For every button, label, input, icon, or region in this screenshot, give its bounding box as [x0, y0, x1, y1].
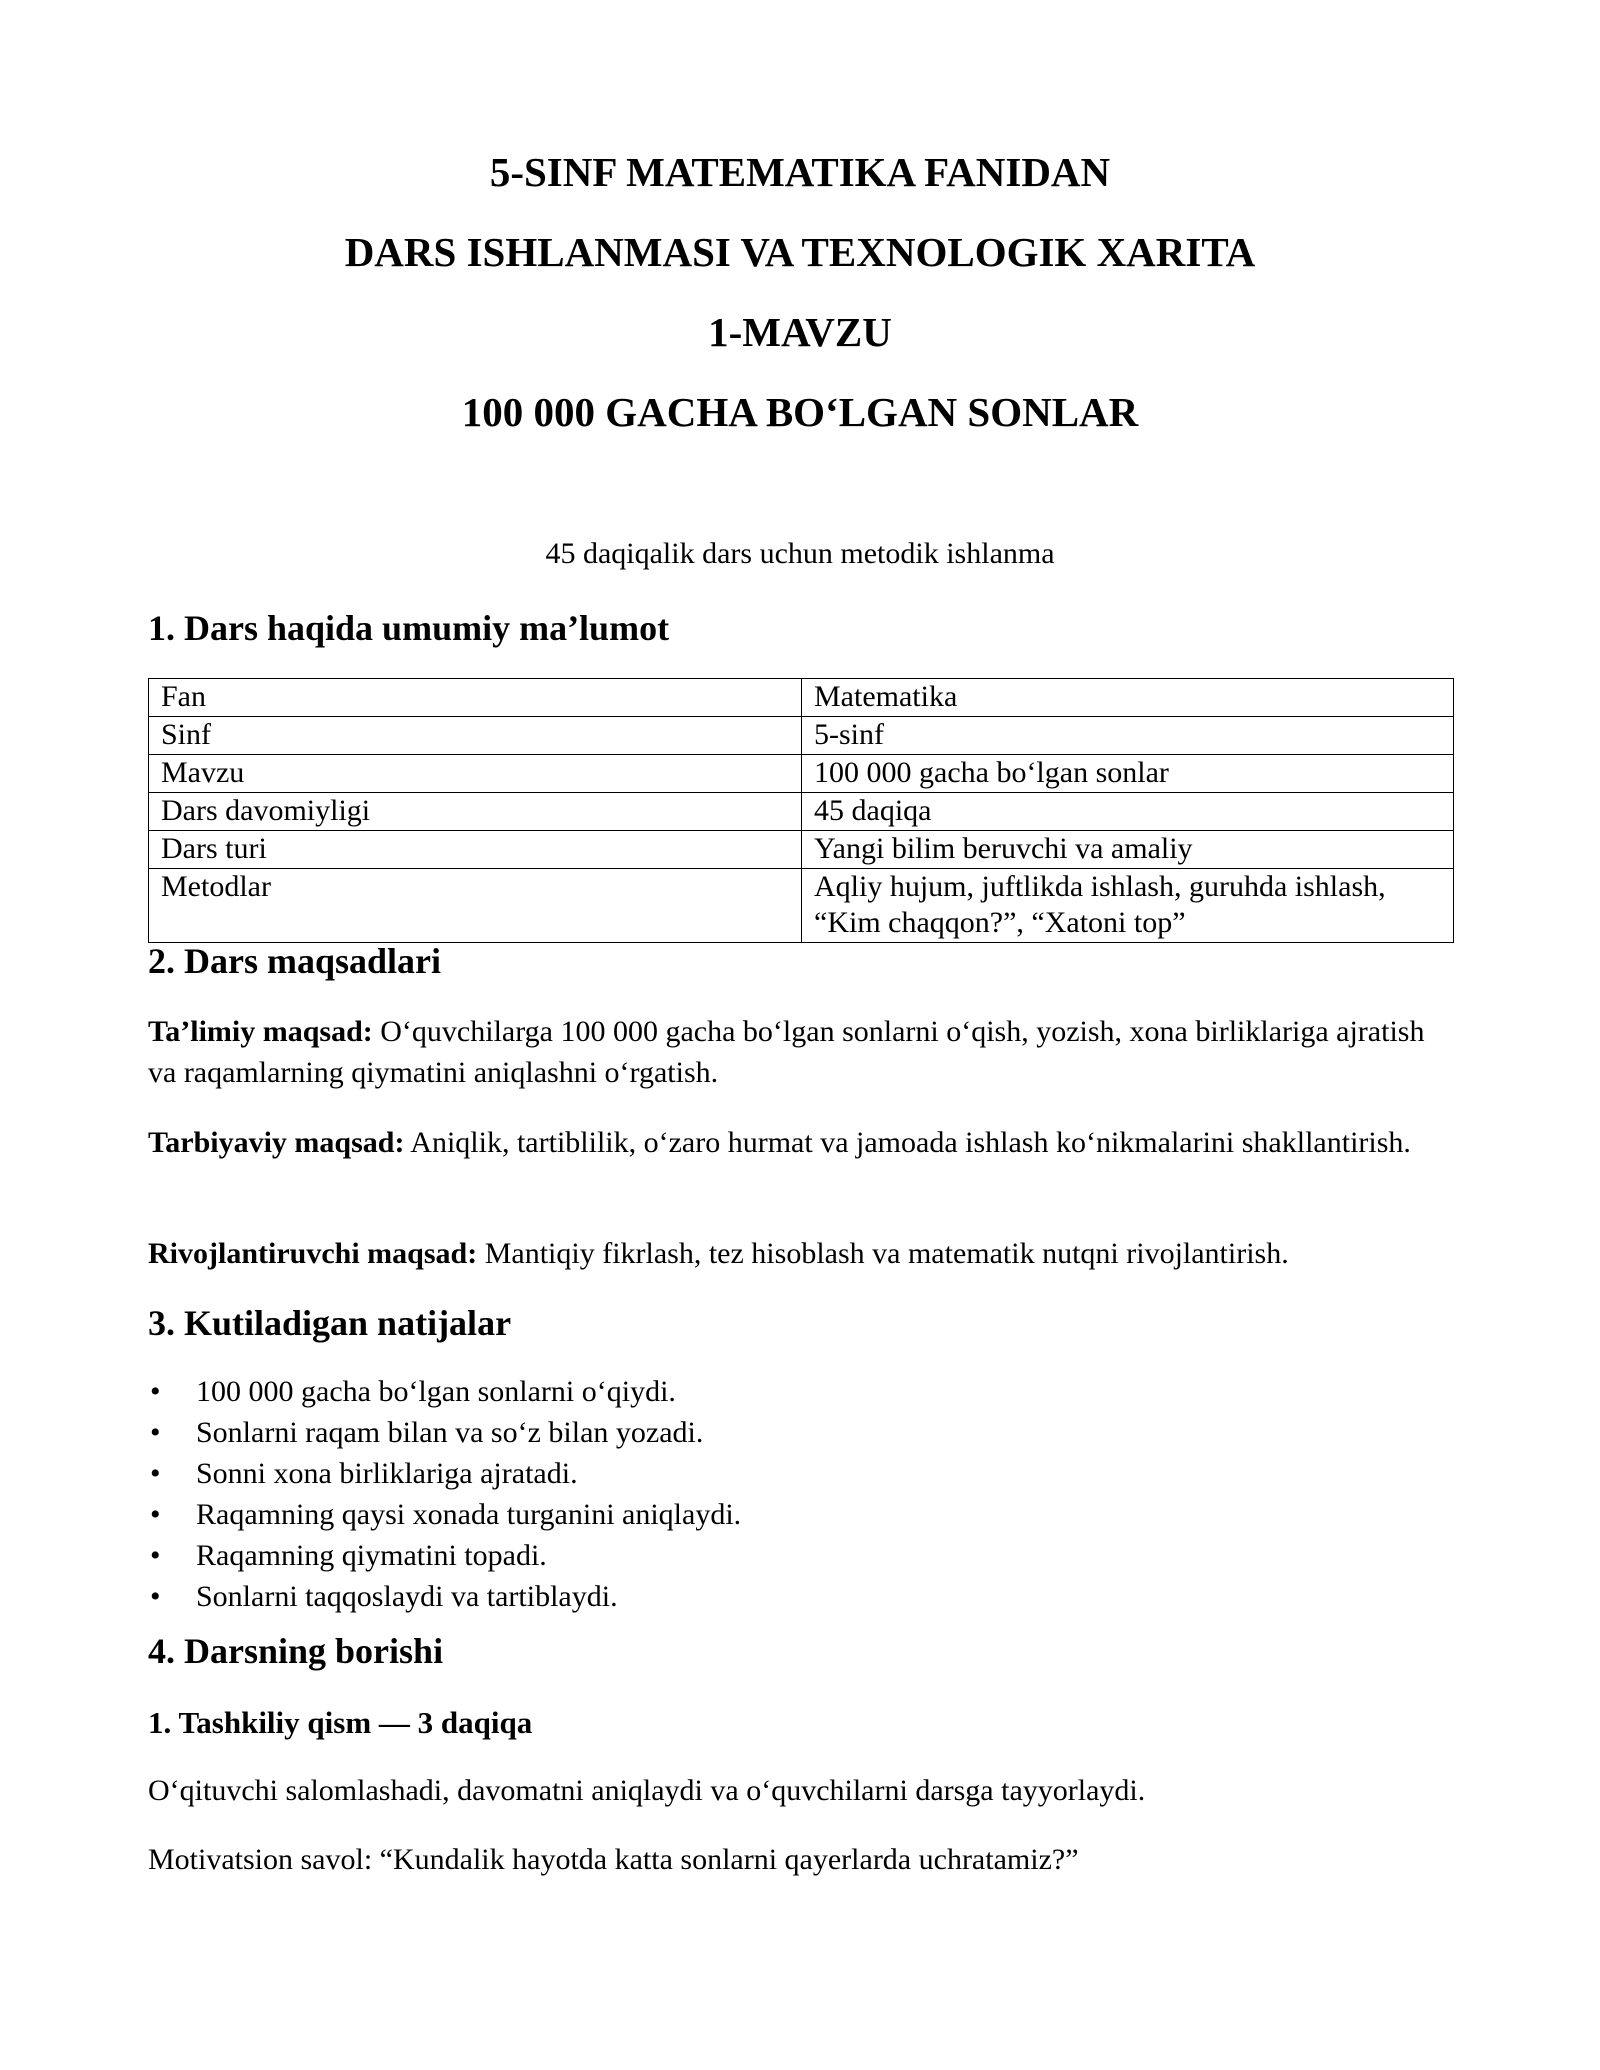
bullet-icon: • [150, 1457, 161, 1490]
bullet-icon: • [150, 1539, 161, 1572]
table-row [149, 869, 1454, 943]
list-item [148, 1453, 741, 1494]
goal-text: Aniqlik, tartiblilik, o‘zaro hurmat va jamoada ishlash ko‘nikmalarini shakllantirish. [404, 1126, 1411, 1159]
table-cell-key: Fan [149, 679, 802, 717]
step-1-text: O‘qituvchi salomlashadi, davomatni aniqlaydi va o‘quvchilarni darsga tayyorlaydi. [148, 1774, 1146, 1807]
table-row [149, 717, 1454, 755]
bullet-icon: • [150, 1416, 161, 1449]
table-cell-value: Yangi bilim beruvchi va amaliy [802, 831, 1454, 869]
table-cell-value: 100 000 gacha bo‘lgan sonlar [802, 755, 1454, 793]
table-row [149, 831, 1454, 869]
bullet-icon: • [150, 1375, 161, 1408]
developmental-goal [148, 1233, 1452, 1274]
section-1-heading: 1. Dars haqida umumiy ma’lumot [148, 608, 670, 648]
table-row [149, 679, 1454, 717]
educational-goal [148, 1011, 1452, 1093]
expected-results-list [148, 1371, 741, 1617]
lesson-info-table [148, 678, 1454, 943]
table-row [149, 793, 1454, 831]
list-item [148, 1371, 741, 1412]
table-cell-key: Metodlar [149, 869, 802, 943]
goal-label: Tarbiyaviy maqsad: [148, 1126, 405, 1159]
goal-label: Rivojlantiruvchi maqsad: [148, 1237, 478, 1270]
document-title-line-2: DARS ISHLANMASI VA TEXNOLOGIK XARITA [344, 229, 1256, 275]
table-cell-value: 45 daqiqa [802, 793, 1454, 831]
table-cell-key: Sinf [149, 717, 802, 755]
table-row [149, 755, 1454, 793]
table-cell-value [802, 869, 1454, 943]
table-cell-key: Mavzu [149, 755, 802, 793]
table-cell-value-line: Aqliy hujum, juftlikda ishlash, guruhda ishlash, [814, 870, 1386, 903]
document-subtitle: 45 daqiqalik dars uchun metodik ishlanma [545, 537, 1055, 570]
list-item-text: 100 000 gacha bo‘lgan sonlarni o‘qiydi. [196, 1375, 676, 1408]
list-item-text: Sonni xona birliklariga ajratadi. [196, 1457, 578, 1490]
list-item-text: Raqamning qaysi xonada turganini aniqlaydi. [196, 1498, 742, 1531]
list-item [148, 1576, 741, 1617]
upbringing-goal [148, 1122, 1452, 1163]
step-1-heading: 1. Tashkiliy qism — 3 daqiqa [148, 1705, 533, 1740]
table-cell-key: Dars davomiyligi [149, 793, 802, 831]
list-item [148, 1412, 741, 1453]
list-item-text: Sonlarni taqqoslaydi va tartiblaydi. [196, 1580, 618, 1613]
topic-title: 100 000 GACHA BO‘LGAN SONLAR [461, 389, 1139, 435]
bullet-icon: • [150, 1498, 161, 1531]
goal-label: Ta’limiy maqsad: [148, 1015, 373, 1048]
table-cell-value: 5-sinf [802, 717, 1454, 755]
topic-number: 1-MAVZU [708, 309, 892, 355]
list-item [148, 1535, 741, 1576]
goal-text: Mantiqiy fikrlash, tez hisoblash va matematik nutqni rivojlantirish. [477, 1237, 1289, 1270]
document-title-line-1: 5-SINF MATEMATIKA FANIDAN [489, 149, 1111, 195]
bullet-icon: • [150, 1580, 161, 1613]
section-3-heading: 3. Kutiladigan natijalar [148, 1303, 512, 1343]
list-item-text: Sonlarni raqam bilan va so‘z bilan yozadi. [196, 1416, 704, 1449]
list-item [148, 1494, 741, 1535]
section-4-heading: 4. Darsning borishi [148, 1631, 444, 1671]
table-cell-key: Dars turi [149, 831, 802, 869]
motivation-question: Motivatsion savol: “Kundalik hayotda katta sonlarni qayerlarda uchratamiz?” [148, 1843, 1079, 1876]
table-cell-value-line: “Kim chaqqon?”, “Xatoni top” [814, 906, 1186, 939]
section-2-heading: 2. Dars maqsadlari [148, 941, 442, 981]
table-cell-value: Matematika [802, 679, 1454, 717]
list-item-text: Raqamning qiymatini topadi. [196, 1539, 547, 1572]
goal-text: O‘quvchilarga 100 000 gacha bo‘lgan sonlarni o‘qish, yozish, xona birliklariga ajratish va raqamlarning qiymatini aniqlashni o‘rgatish. [148, 1015, 1425, 1089]
